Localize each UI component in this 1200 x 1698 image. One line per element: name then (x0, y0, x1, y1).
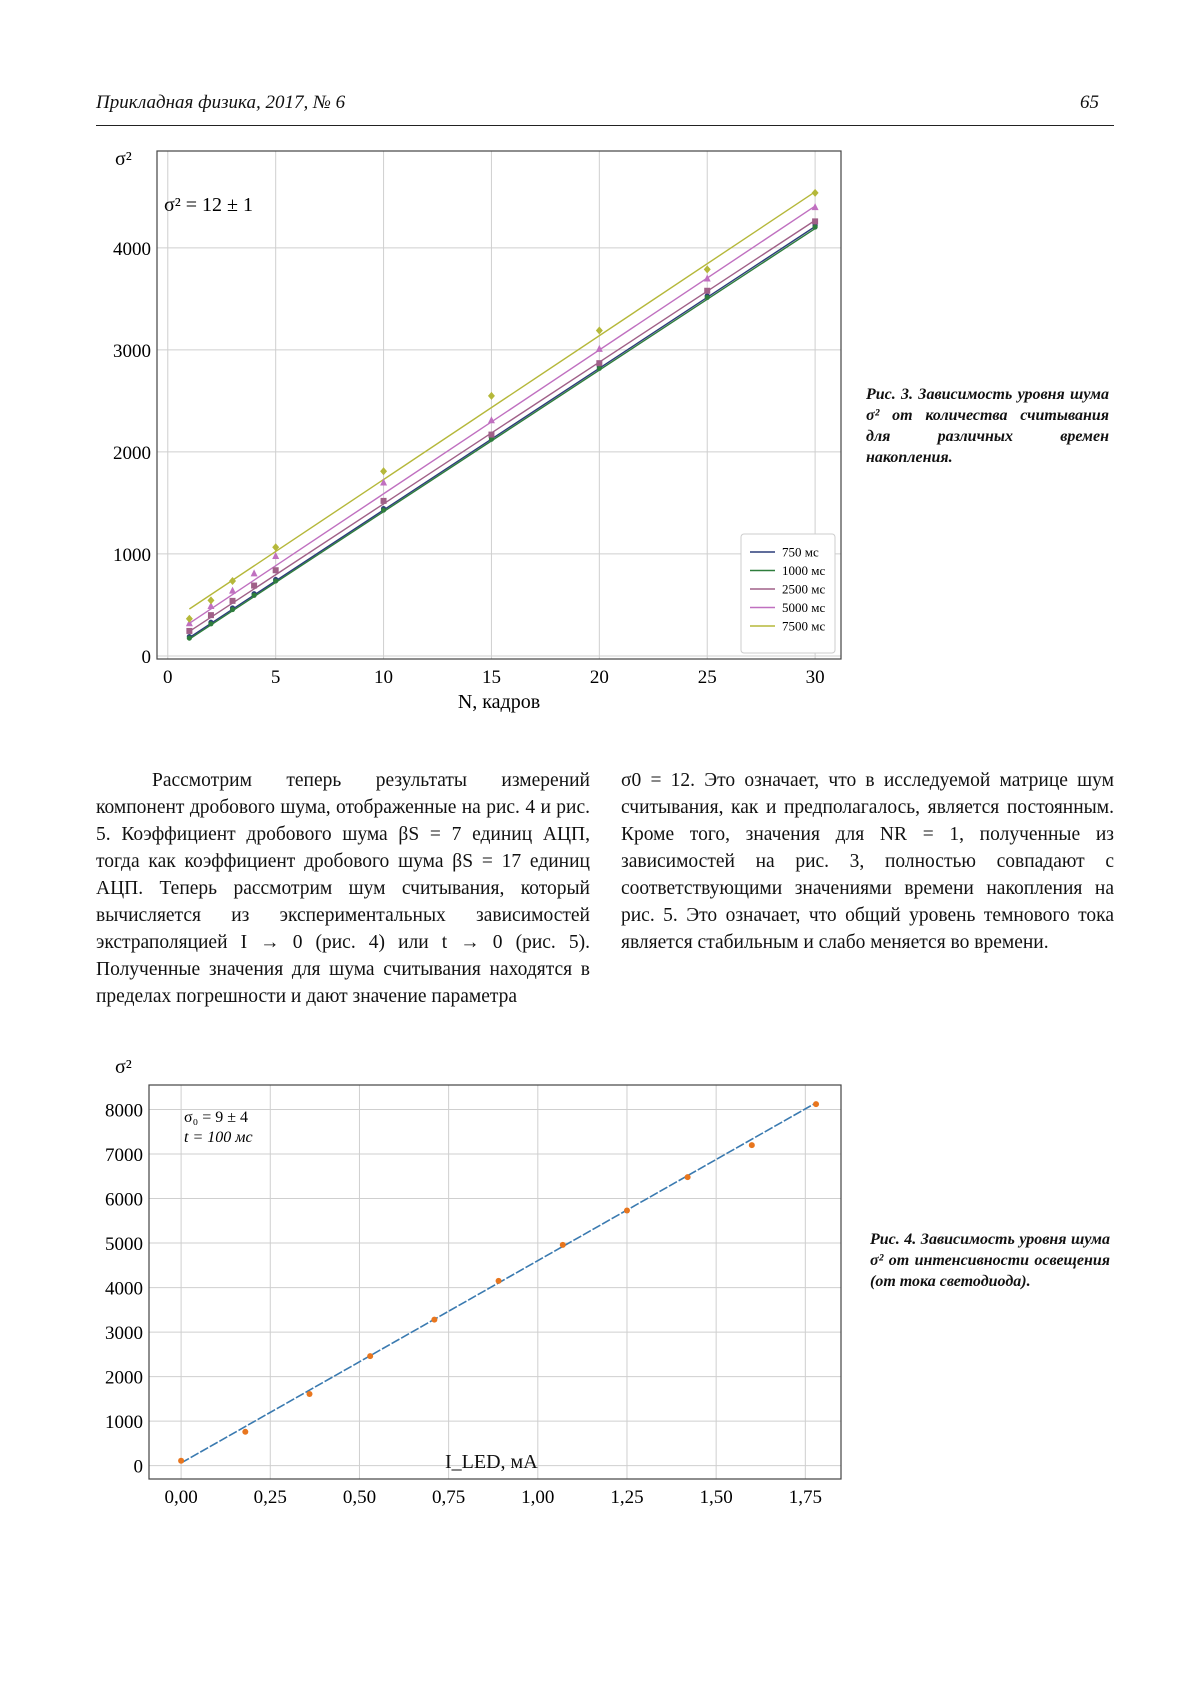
fig3-legend-label: 5000 мс (782, 600, 826, 615)
fig3-x-tick-label: 30 (805, 667, 825, 688)
fig3-data-point (273, 578, 278, 583)
fig3-data-point (380, 467, 387, 475)
fig4-x-tick-label: 1,50 (699, 1487, 733, 1508)
fig3-data-point (251, 569, 258, 576)
fig4-data-point (685, 1174, 691, 1180)
fig3-fit-line (189, 192, 815, 609)
fig3-fit-line (189, 220, 815, 631)
fig4-annotation-line2: t = 100 мс (184, 1129, 253, 1146)
right-column-text (621, 767, 1114, 956)
fig3-data-point (208, 612, 214, 618)
fig4-annotation-line1: σ₀ = 9 ± 4 (184, 1109, 249, 1126)
fig3-data-point (251, 593, 256, 598)
fig3-data-point (597, 366, 602, 371)
fig4-x-tick-label: 0,50 (342, 1487, 377, 1508)
fig4-data-point (624, 1208, 630, 1214)
fig3-x-axis-label: N, кадров (457, 691, 541, 713)
fig3-y-ticks (113, 239, 151, 668)
fig3-x-ticks (163, 667, 825, 688)
fig4-x-tick-label: 0,75 (432, 1487, 466, 1508)
fig4-x-tick-label: 0,25 (253, 1487, 287, 1508)
fig4-data-point (749, 1142, 755, 1148)
fig3-y-axis-label: σ² (115, 148, 132, 170)
fig4-y-axis-label: σ² (115, 1056, 132, 1078)
fig3-fit-lines (189, 192, 815, 639)
fig3-data-point (230, 598, 236, 604)
fig4-data-point (813, 1101, 819, 1107)
left-column-text (96, 767, 590, 1010)
fig4-x-ticks (164, 1487, 821, 1508)
fig4-data-point (367, 1353, 373, 1359)
fig3-data-point (230, 607, 235, 612)
fig3-x-tick-label: 15 (481, 667, 501, 688)
fig3-data-point (812, 218, 818, 224)
fig3-data-point (381, 507, 386, 512)
figure-3-caption: Рис. 3. Зависимость уровня шума σ² от количества считывания для различных времен накопления. (866, 386, 1109, 466)
fig3-data-point (207, 596, 214, 604)
left-column-paragraph: Рассмотрим теперь результаты измерений компонент дробового шума, отображенные на рис. 4 и рис. 5. Коэффициент дробового шума βS = 7 единиц АЦП, тогда как коэффициент дробового шума βS = 17 единиц АЦП. Теперь рассмотрим шум считывания, который вычисляется из экспериментальных зависимостей экстраполяцией I → 0 (рис. 4) или t → 0 (рис. 5). Полученные значения для шума считывания находятся в пределах погрешности и дают значение параметра (96, 770, 590, 1007)
fig4-data-point (242, 1429, 248, 1435)
fig3-legend-label: 750 мс (782, 544, 819, 560)
fig3-x-tick-label: 0 (163, 667, 173, 688)
fig4-data-point (496, 1278, 502, 1284)
fig3-data-point (488, 432, 494, 438)
fig3-data-point (812, 189, 819, 197)
fig3-legend (741, 534, 835, 653)
fig4-y-tick-label: 3000 (105, 1323, 143, 1345)
fig3-y-tick-label: 0 (141, 646, 151, 668)
fig4-y-tick-label: 6000 (105, 1189, 143, 1211)
fig3-plot-frame (157, 151, 841, 659)
right-column-paragraph: σ0 = 12. Это означает, что в исследуемой матрице шум считывания, как и предполагалось, является постоянным. Кроме того, значения для NR = 1, полученные из зависимостей на рис. 3, полностью совпадают с соответствующими значениями времени накопления на рис. 5. Это означает, что общий уровень темнового тока является стабильным и слабо меняется во времени. (621, 770, 1114, 953)
fig3-data-point (813, 224, 818, 229)
fig4-x-tick-label: 0,00 (164, 1487, 198, 1508)
fig3-data-point (812, 203, 819, 210)
fig3-x-tick-label: 20 (589, 667, 609, 688)
fig4-y-tick-label: 1000 (105, 1412, 143, 1434)
fig3-data-point (186, 628, 192, 634)
fig3-legend-label: 2500 мс (782, 581, 826, 597)
fig3-y-tick-label: 2000 (113, 442, 151, 464)
fig4-data-point (307, 1391, 313, 1397)
fig3-data-point (381, 498, 387, 504)
fig3-y-tick-label: 3000 (113, 340, 151, 362)
fig4-y-tick-label: 5000 (105, 1234, 143, 1256)
fig4-y-tick-label: 8000 (105, 1100, 143, 1122)
fig4-y-tick-label: 2000 (105, 1367, 143, 1389)
fig3-annotation: σ² = 12 ± 1 (164, 194, 254, 216)
journal-header: Прикладная физика, 2017, № 6 (96, 92, 346, 113)
fig4-y-ticks (105, 1100, 143, 1477)
figure-3-chart (0, 0, 1200, 720)
fig3-y-tick-label: 1000 (113, 544, 151, 566)
fig3-data-point (229, 587, 236, 594)
page-number: 65 (1080, 92, 1099, 113)
fig3-legend-label: 7500 мс (782, 618, 826, 634)
fig4-y-tick-label: 4000 (105, 1278, 143, 1300)
fig3-data-point (488, 392, 495, 400)
fig3-data-point (187, 635, 192, 640)
fig4-x-label-display: I_LED, мА (445, 1451, 538, 1473)
fig3-data-point (273, 567, 279, 573)
fig3-fit-line (189, 229, 815, 640)
fig4-y-tick-label: 0 (133, 1456, 143, 1478)
fig3-data-point (208, 621, 213, 626)
fig3-fit-line (189, 226, 815, 637)
fig4-plot-frame (149, 1085, 841, 1479)
fig3-grid (157, 151, 841, 659)
fig4-y-tick-label: 7000 (105, 1145, 143, 1167)
fig4-data-point (178, 1458, 184, 1464)
fig4-data-point (431, 1317, 437, 1323)
fig4-x-tick-label: 1,00 (521, 1487, 555, 1508)
fig4-x-tick-label: 1,25 (610, 1487, 644, 1508)
fig3-data-point (380, 479, 387, 486)
fig3-data-point (704, 265, 711, 273)
fig4-x-tick-label: 1,75 (788, 1487, 822, 1508)
fig3-data-point (705, 295, 710, 300)
fig3-data-point (596, 360, 602, 366)
figure-4-caption: Рис. 4. Зависимость уровня шума σ² от интенсивности освещения (от тока светодиода). (870, 1231, 1110, 1290)
fig4-data-point (560, 1242, 566, 1248)
fig3-x-tick-label: 10 (374, 667, 394, 688)
fig3-y-tick-label: 4000 (113, 238, 151, 260)
fig3-data-point (251, 583, 257, 589)
fig3-x-tick-label: 25 (697, 667, 717, 688)
fig3-legend-label: 1000 мс (782, 563, 826, 578)
fig3-x-tick-label: 5 (270, 667, 281, 688)
fig4-grid (149, 1085, 841, 1479)
fig3-data-point (704, 288, 710, 294)
fig3-fit-line (189, 206, 815, 623)
